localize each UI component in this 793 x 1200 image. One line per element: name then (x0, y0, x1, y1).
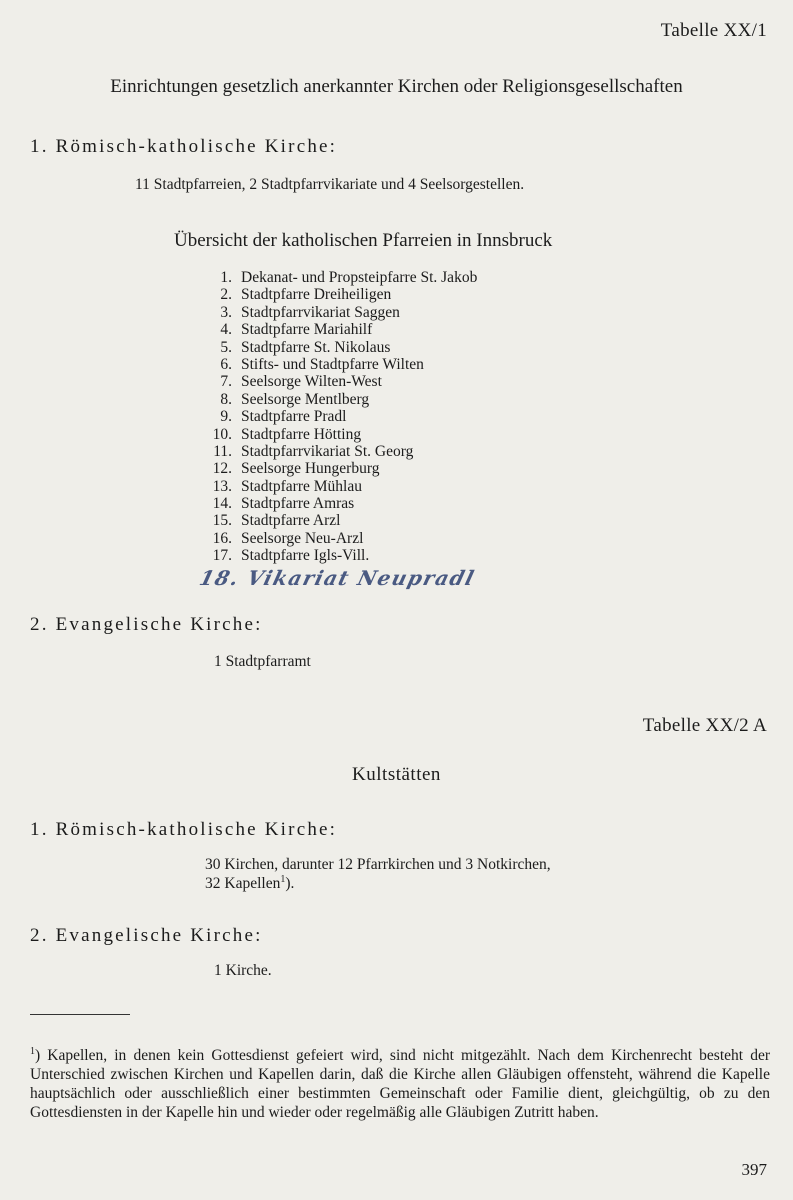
parish-name: Seelsorge Hungerburg (241, 460, 380, 478)
kult-catholic-line2-suffix: ). (285, 875, 295, 893)
parish-number: 3. (220, 303, 232, 321)
parish-overview-title: Übersicht der katholischen Pfarreien in Innsbruck (174, 230, 553, 251)
parish-name: Stadtpfarre St. Nikolaus (241, 338, 391, 356)
parish-name: Stadtpfarre Pradl (241, 408, 347, 426)
parish-number: 13. (212, 477, 232, 495)
parish-number: 5. (220, 338, 232, 356)
footnote-reference: 1 (280, 874, 286, 885)
parish-item (196, 460, 477, 477)
parish-number: 16. (212, 529, 232, 547)
parish-name: Stadtpfarrvikariat St. Georg (241, 442, 414, 460)
parish-item (196, 495, 477, 512)
kult-heading-catholic: 1. Römisch-katholische Kirche: (30, 819, 338, 840)
table-label-xx-2a: Tabelle XX/2 A (642, 715, 767, 736)
parish-item (196, 408, 477, 425)
kult-catholic-line1: 30 Kirchen, darunter 12 Pfarrkirchen und 3 Notkirchen, (205, 856, 551, 873)
parish-item (196, 286, 477, 303)
parish-item (196, 269, 477, 286)
kultstaetten-title: Kultstätten (352, 764, 441, 785)
parish-number: 4. (220, 321, 232, 339)
parish-name: Stadtpfarre Hötting (241, 425, 362, 443)
parish-item (196, 391, 477, 408)
parish-name: Stadtpfarre Arzl (241, 512, 341, 530)
evangelical-summary: 1 Stadtpfarramt (214, 653, 311, 670)
parish-name: Dekanat- und Propsteipfarre St. Jakob (241, 269, 478, 286)
main-title: Einrichtungen gesetzlich anerkannter Kirchen oder Religionsgesellschaften (110, 76, 683, 97)
parish-item (196, 356, 477, 373)
footnote (30, 1042, 770, 1122)
footnote-text: ) Kapellen, in denen kein Gottesdienst gefeiert wird, sind nicht mitgezählt. Nach dem Kirchenrecht besteht der Unterschied zwischen Kirchen und Kapellen darin, daß die Kirche allen Gläubigen offensteht, während die Kapelle hauptsächlich oder ausschließlich einer bestimmten Gemeinschaft oder Familie dient, gleichgültig, ob zu den Gottesdiensten in der Kapelle hin und wieder oder regelmäßig alle Gläubigen Zutritt haben. (30, 1047, 770, 1122)
parish-number: 14. (212, 495, 232, 513)
parish-item (196, 321, 477, 338)
parish-item (196, 443, 477, 460)
parish-item (196, 339, 477, 356)
parish-number: 11. (213, 442, 232, 460)
parish-number: 2. (220, 286, 232, 304)
parish-number: 7. (220, 373, 232, 391)
parish-name: Stifts- und Stadtpfarre Wilten (241, 355, 424, 373)
handwritten-annotation: 18. Vikariat Neupradl (197, 566, 478, 590)
parish-number: 10. (212, 425, 232, 443)
kult-catholic-line2 (205, 874, 294, 893)
page-number: 397 (741, 1160, 767, 1179)
parish-item (196, 426, 477, 443)
parish-number: 12. (212, 460, 232, 478)
parish-name: Seelsorge Neu-Arzl (241, 529, 364, 547)
footnote-marker: 1 (30, 1046, 35, 1057)
kult-heading-evangelical: 2. Evangelische Kirche: (30, 925, 263, 946)
parish-item (196, 304, 477, 321)
section-heading-evangelical: 2. Evangelische Kirche: (30, 614, 263, 635)
kult-catholic-line2-text: 32 Kapellen (205, 875, 281, 893)
parish-number: 6. (220, 355, 232, 373)
parish-item (196, 373, 477, 390)
section-heading-catholic: 1. Römisch-katholische Kirche: (30, 136, 338, 157)
parish-name: Stadtpfarre Mühlau (241, 477, 362, 495)
parish-item (196, 547, 477, 564)
catholic-summary: 11 Stadtpfarreien, 2 Stadtpfarrvikariate und 4 Seelsorgestellen. (135, 176, 525, 193)
parish-number: 17. (212, 547, 232, 565)
parish-name: Stadtpfarre Dreiheiligen (241, 286, 392, 304)
parish-name: Stadtpfarre Igls-Vill. (241, 547, 370, 565)
parish-item (196, 512, 477, 529)
footnote-divider (30, 1014, 130, 1015)
parish-name: Stadtpfarre Amras (241, 495, 355, 513)
parish-item (196, 478, 477, 495)
parish-number: 9. (220, 408, 232, 426)
kult-evangelical-summary: 1 Kirche. (214, 962, 272, 979)
parish-number: 15. (212, 512, 232, 530)
table-label-xx-1: Tabelle XX/1 (660, 20, 767, 41)
parish-name: Seelsorge Mentlberg (241, 390, 370, 408)
parish-number: 1. (220, 269, 232, 286)
parish-list (196, 269, 477, 565)
parish-name: Stadtpfarrvikariat Saggen (241, 303, 400, 321)
parish-number: 8. (220, 390, 232, 408)
parish-name: Stadtpfarre Mariahilf (241, 321, 373, 339)
parish-name: Seelsorge Wilten-West (241, 373, 382, 391)
parish-item (196, 530, 477, 547)
